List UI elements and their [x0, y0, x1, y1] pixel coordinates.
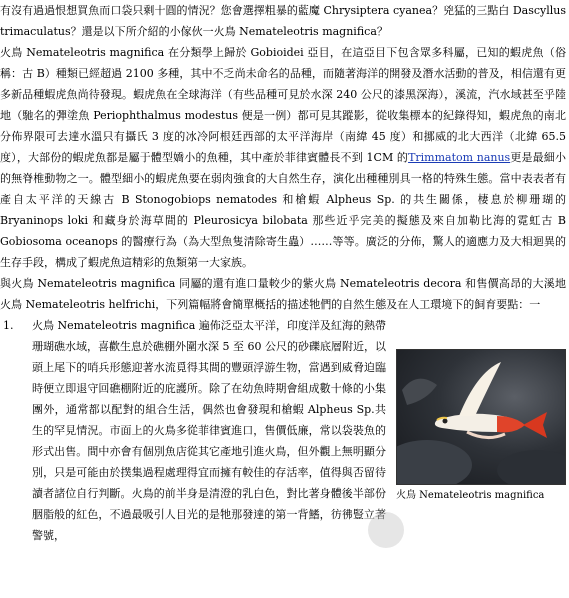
- intro-paragraph-3: [0, 273, 566, 315]
- list-item-1: [0, 315, 566, 546]
- watermark-circle: [368, 512, 404, 548]
- intro-paragraph-2: [0, 42, 566, 273]
- figure-caption: 火鳥 Nemateleotris magnifica: [396, 490, 545, 501]
- intro-line: 有沒有過過恨想買魚而口袋只剩十圓的情況？您會選擇粗暴的藍魔 Chrysiptera cyanea？兇猛的三點白 Dascyllus trimaculatus？還是以下所介紹的小傢伙一火鳥 Nemateleotris magnifica？: [0, 4, 566, 38]
- firefish-illustration: [397, 350, 565, 484]
- related-species-text: 與火鳥 Nemateleotris magnifica 同屬的還有進口量較少的紫火鳥 Nemateleotris decora 和售價高昂的大溪地火鳥 Nemateleotris helfrichi，下列篇幅將會簡單概括的描述牠們的自然生態及在人工環境下的飼育要點：一: [0, 277, 566, 311]
- firefish-photo: [396, 349, 566, 485]
- list-item-number: 1.: [3, 319, 14, 332]
- firefish-description: 火鳥 Nemateleotris magnifica 遍佈泛亞太平洋，印度洋及紅海的熱帶珊瑚礁水域，喜歡生息於礁棚外圍水深 5 至 60 公尺的砂礫底層附近，以頭上尾下的哨兵形態迎著水流覓得其間的豐頭浮游生物，當遇到威脅迫臨時便立即退守回礁棚附近的庇護所。除了在幼魚時期會組成數十條的小集團外，通常都以配對的組合生活，偶然也會發現和槍蝦 Alpheus Sp.共生的罕見情況。市面上的火鳥多從菲律賓進口，售價低廉，常以袋裝魚的形式出售。間中亦會有個別魚店從其它產地引進火鳥，但外觀上無明顯分別，只是可能由於撲集過程處理得宜而擁有較佳的存活率，值得與否留待讀者諸位自行判斷。火鳥的前半身是清澄的乳白色，對比著身體後半部份胭脂般的紅色，不過最吸引人目光的是牠那發達的第一背鰭，彷彿豎立著警號，: [32, 319, 386, 542]
- trimmatom-nanus-link[interactable]: Trimmatom nanus: [408, 151, 511, 164]
- fish-figure: [396, 349, 566, 504]
- goby-overview-text-cont: 更是最細小的無脊椎動物之一。體型細小的蝦虎魚要在弱肉強食的大自然生存，演化出種種別具一格的特殊生態。當中表表者有產自太平洋的天線古 B Stonogobiops nematodes 和槍蝦 Alpheus Sp. 的共生關係，棲息於柳珊瑚的 Bryaninops loki 和藏身於海草間的 Pleurosicya bilobata 那些近乎完美的擬態及來自加勒比海的霓虹古 B Gobiosoma oceanops 的醫療行為（為大型魚隻清除寄生蟲）……等等。廣泛的分佈，驚人的適應力及大相迴異的生存手段，構成了蝦虎魚這精彩的魚類第一大家族。: [0, 151, 567, 269]
- goby-overview-text: 火鳥 Nemateleotris magnifica 在分類學上歸於 Gobioidei 亞目，在這亞目下包含眾多科屬，已知的蝦虎魚（俗稱：古 B）種類已經超過 2100 多種，其中不乏尚未命名的品種，而隨著海洋的開發及潛水活動的普及，相信還有更多新品種蝦虎魚尚待發現。蝦虎魚在全球海洋（有些品種可見於水深 240 公尺的漆黑深海），溪流，汽水域甚至乎陸地（馳名的彈塗魚 Periophthalmus modestus 便是一例）都可見其蹤影，從收集標本的紀錄得知，蝦虎魚的南北分佈界限可去達水溫只有攝氏 3 度的冰冷阿根廷西部的太平洋海岸（南緯 45 度）和挪威的北大西洋（北緯 65.5 度），大部份的蝦虎魚都是屬于體型嬌小的魚種，其中產於菲律賓體長不到 1CM 的: [0, 46, 566, 164]
- list-item-body: [32, 315, 566, 546]
- intro-paragraph-1: [0, 0, 566, 42]
